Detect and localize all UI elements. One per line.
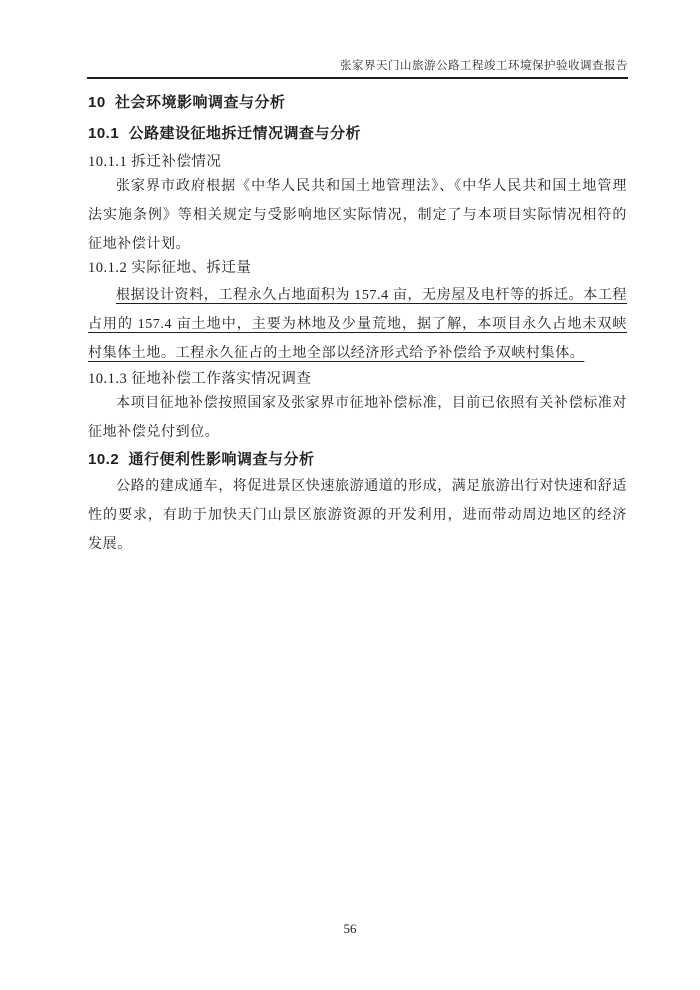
subsection-heading-10-1-1: 10.1.1 拆迁补偿情况	[88, 154, 222, 170]
section-heading-10: 10 社会环境影响调查与分析	[88, 94, 286, 111]
paragraph-10-1-3: 本项目征地补偿按照国家及张家界市征地补偿标准，目前已依照有关补偿标准对征地补偿兑付到位。	[88, 396, 627, 440]
paragraph-10-2: 公路的建成通车，将促进景区快速旅游通道的形成，满足旅游出行对快速和舒适性的要求，有助于加快天门山景区旅游资源的开发利用，进而带动周边地区的经济发展。	[88, 479, 627, 552]
section-heading-10-1: 10.1 公路建设征地拆迁情况调查与分析	[88, 125, 362, 142]
subsection-heading-10-1-2: 10.1.2 实际征地、拆迁量	[88, 260, 252, 276]
paragraph-10-1-2-underlined: 根据设计资料，工程永久占地面积为 157.4 亩，无房屋及电杆等的拆迁。本工程占用的 157.4 亩土地中，主要为林地及少量荒地，据了解，本项目永久占地未双峡村集体土地。工程永久征占的土地全部以经济形式给予补偿给予双峡村集体。	[88, 288, 627, 361]
subsection-heading-10-1-3: 10.1.3 征地补偿工作落实情况调查	[88, 371, 312, 387]
paragraph-10-1-1: 张家界市政府根据《中华人民共和国土地管理法》、《中华人民共和国土地管理法实施条例》等相关规定与受影响地区实际情况，制定了与本项目实际情况相符的征地补偿计划。	[88, 179, 627, 252]
page-number: 56	[343, 921, 357, 936]
page-content	[88, 79, 627, 559]
running-header: 张家界天门山旅游公路工程竣工环境保护验收调查报告	[87, 59, 628, 79]
section-heading-10-2: 10.2 通行便利性影响调查与分析	[88, 451, 315, 468]
